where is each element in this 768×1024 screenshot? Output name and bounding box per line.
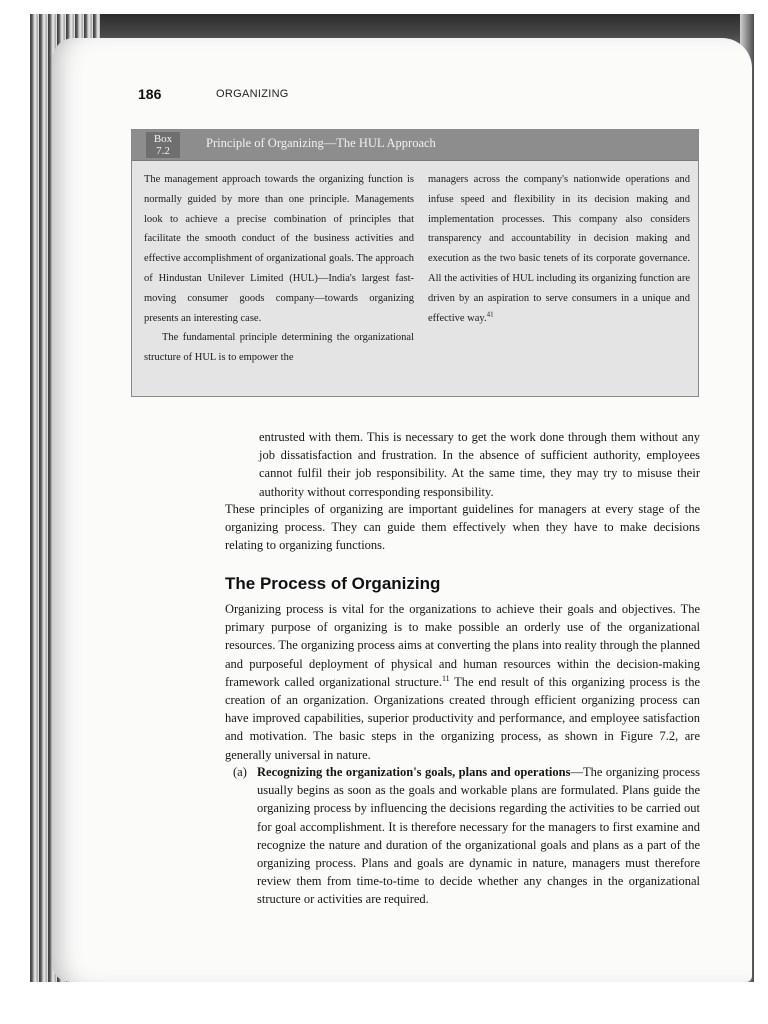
box-title-bar <box>132 130 698 161</box>
process-text-b: The end result of this organizing process is the creation of an organization. Organizations created through efficient organizing process can have improved capabilities, superior productivity and performance, and employee satisfaction and motivation. The basic steps in the organizing process, as shown in Figure 7.2, are generally universal in nature. <box>225 674 700 762</box>
box-right-column <box>428 170 690 328</box>
section-heading: The Process of Organizing <box>225 574 441 593</box>
box-left-column <box>144 170 414 368</box>
box-paragraph-1: The management approach towards the organizing function is normally guided by more than one principle. Managements look to achieve a precise combination of principles that facilitate the smooth conduct of the business activities and effective accomplishment of organizational goals. The approach of Hindustan Unilever Limited (HUL)—India's largest fast-moving consumer goods company—towards organizing presents an interesting case. <box>144 174 414 324</box>
box-paragraph-2: The fundamental principle determining the organizational structure of HUL is to empower the <box>144 332 414 364</box>
box-title: Principle of Organizing—The HUL Approach <box>206 136 436 150</box>
page-number: 186 <box>138 86 162 102</box>
continuation-paragraph: entrusted with them. This is necessary to get the work done through them without any job dissatisfaction and frustration. In the absence of sufficient authority, employees cannot fulfil their job responsibility. At the same time, they may try to misuse their authority without corresponding responsibility. <box>259 430 700 499</box>
sidebar-box <box>131 129 699 397</box>
list-item-lead: Recognizing the organization's goals, plans and operations <box>257 765 571 779</box>
list-item-body <box>257 763 700 909</box>
process-text-a: Organizing process is vital for the organizations to achieve their goals and objectives. The primary purpose of organizing is to make possible an orderly use of the organizational resources. The organizing process aims at converting the plans into reality through the planned and purposeful deployment of physical and human resources within the decision-making framework called organizational structure. <box>225 602 700 689</box>
box-label: Box 7.2 <box>146 132 180 158</box>
footnote-ref: 11 <box>441 673 450 683</box>
footnote-ref: 41 <box>486 310 494 319</box>
list-item-text: —The organizing process usually begins as soon as the goals and workable plans are formulated. Plans guide the organizing process by influencing the decisions regarding the activities to be carried out for goal accomplishment. It is therefore necessary for the managers to first examine and recognize the nature and duration of the organizational goals and plans as a part of the organizing process. Plans and goals are dynamic in nature, managers must therefore review them from time-to-time to decide whether any changes in the organizational structure or activities are required. <box>257 765 700 907</box>
page-header <box>138 86 538 104</box>
guidelines-paragraph: These principles of organizing are important guidelines for managers at every stage of the organizing process. They can guide them effectively when they have to make decisions relating to organizing functions. <box>225 502 700 553</box>
running-head: ORGANIZING <box>216 88 289 100</box>
process-paragraph <box>225 600 700 764</box>
box-paragraph-3-text: managers across the company's nationwide operations and infuse speed and flexibility in its decision making and implementation processes. This company also considers transparency and accountability in decision making and execution as the two basic tenets of its corporate governance. All the activities of HUL including its organizing function are driven by an aspiration to serve consumers in a unique and effective way. <box>428 174 690 324</box>
list-marker: (a) <box>233 765 247 779</box>
box-paragraph-3 <box>428 170 690 328</box>
